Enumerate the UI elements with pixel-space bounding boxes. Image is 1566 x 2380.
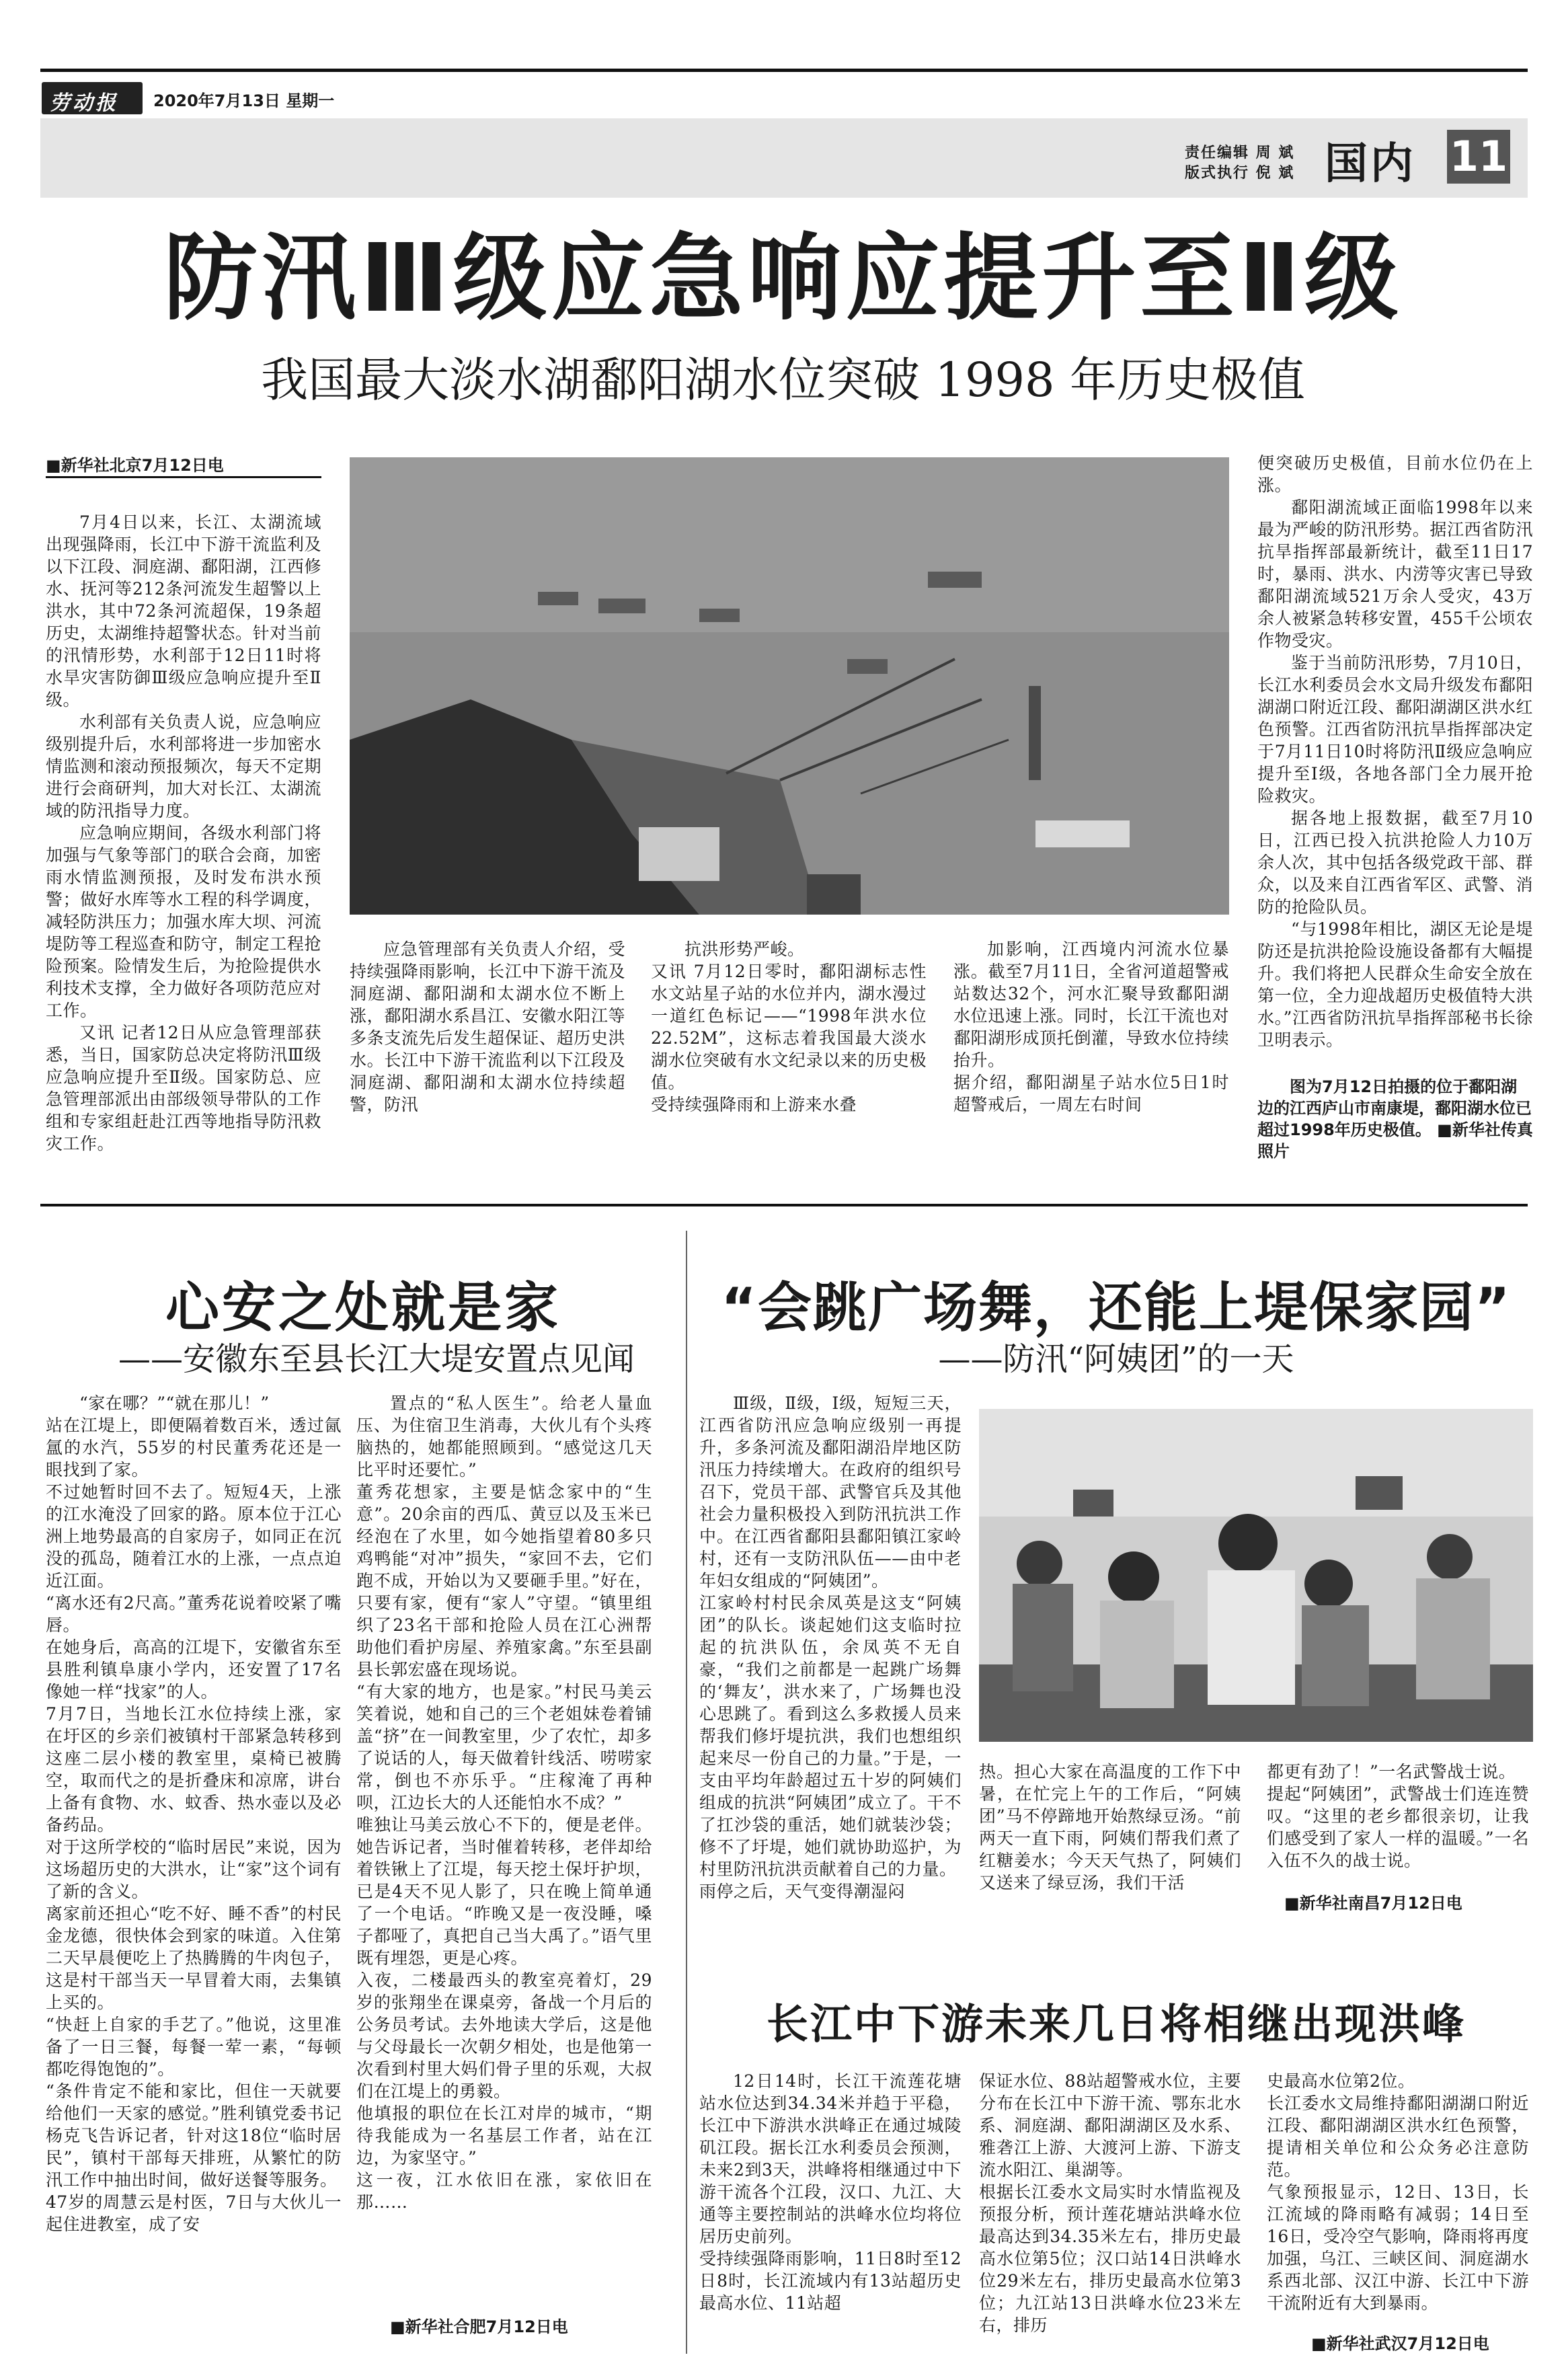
story2-title: 心安之处就是家 [165, 1276, 561, 1339]
lead-paragraph: 据各地上报数据，截至7月10日，江西已投入抗洪抢险人力10万余人次，其中包括各级党政干部、群众，以及来自江西省军区、武警、消防的抢险队员。 [1257, 808, 1533, 917]
lead-left-column [46, 511, 321, 1170]
header-band [40, 118, 1528, 198]
lead-paragraph: 应急响应期间，各级水利部门将加强与气象等部门的联合会商，加密雨水情监测预报，及时发布洪水预警；做好水库等水工程的科学调度，减轻防洪压力；加强水库大坝、河流堤防等工程巡查和防守，制定工程抢险预案。险情发生后，为抢险提供水利技术支撑，全力做好各项防范应对工作。 [46, 823, 321, 1020]
story4-dateline: ■新华社武汉7月12日电 [1311, 2334, 1489, 2353]
top-rule [40, 69, 1528, 72]
lead-paragraph: 鉴于当前防汛形势，7月10日，长江水利委员会水文局升级发布鄱阳湖湖口附近江段、鄱阳湖湖区洪水红色预警。江西省防汛抗旱指挥部决定于7月11日10时将防汛Ⅱ级应急响应提升至Ⅰ级，各地各部门全力展开抢险救灾。 [1257, 653, 1533, 806]
lead-bottom-col1: 应急管理部有关负责人介绍，受持续强降雨影响，长江中下游干流及洞庭湖、鄱阳湖和太湖水位不断上涨，鄱阳湖水系昌江、安徽水阳江等多条支流先后发生超保证、超历史洪水。长江中下游干流监利以下江段及洞庭湖、鄱阳湖和太湖水位持续超警，防汛 [350, 939, 625, 1114]
lead-paragraph: 鄱阳湖流域正面临1998年以来最为严峻的防汛形势。据江西省防汛抗旱指挥部最新统计，截至11日17时，暴雨、洪水、内涝等灾害已导致鄱阳湖流域521万余人受灾，43万余人被紧急转移安置，455千公顷农作物受灾。 [1257, 498, 1533, 650]
dateline-rule [46, 476, 321, 478]
story4-col1: 12日14时，长江干流莲花塘站水位达到34.34米并趋于平稳，长江中下游洪水洪峰正在通过城陵矶江段。据长江水利委员会预测，未来2到3天，洪峰将相继通过中下游干流各个江段，汉口、九江、大通等主要控制站的洪峰水位均将位居历史前列。 受持续强降雨影响，11日8时至12日8时，长江流域内有13站超历史最高水位、11站超 [699, 2071, 962, 2313]
story2-dateline: ■新华社合肥7月12日电 [390, 2317, 568, 2336]
story3-col3: 都更有劲了！”一名武警战士说。 提起“阿姨团”，武警战士们连连赞叹。“这里的老乡都很亲切，让我们感受到了家人一样的温暖。”一名入伍不久的战士说。 [1267, 1762, 1529, 1870]
lead-paragraph: 水利部有关负责人说，应急响应级别提升后，水利部将进一步加密水情监测和滚动预报频次，每天不定期进行会商研判，加大对长江、太湖流域的防汛指导力度。 [46, 712, 321, 820]
lead-dateline: ■新华社北京7月12日电 [46, 456, 224, 475]
aunties-team-illustration [979, 1409, 1533, 1742]
story3-dateline: ■新华社南昌7月12日电 [1284, 1894, 1462, 1913]
masthead-text: 劳动报 [50, 91, 118, 115]
story3-col1: Ⅲ级，Ⅱ级，Ⅰ级，短短三天，江西省防汛应急响应级别一再提升，多条河流及鄱阳湖沿岸地区防汛压力持续增大。在政府的组织号召下，党员干部、武警官兵及其他社会力量积极投入到防汛抗洪工作中。在江西省鄱阳县鄱阳镇江家岭村，还有一支防汛队伍——由中老年妇女组成的“阿姨团”。 江家岭村村民余凤英是这支“阿姨团”的队长。谈起她们这支临时拉起的抗洪队伍，余凤英不无自豪，“我们之前都是一起跳广场舞的‘舞友’，洪水来了，广场舞也没心思跳了。看到这么多救援人员来帮我们修圩堤抗洪，我们也想组织起来尽一份自己的力量。”于是，一支由平均年龄超过五十岁的阿姨们组成的抗洪“阿姨团”成立了。干不了扛沙袋的重活，她们就装沙袋；修不了圩堤，她们就协助巡护，为村里防汛抗洪贡献着自己的力量。 雨停之后，天气变得潮湿闷 [699, 1393, 962, 1901]
story4-title: 长江中下游未来几日将相继出现洪峰 [766, 1999, 1466, 2048]
aunties-team-photo [979, 1409, 1533, 1742]
lead-paragraph: 7月4日以来，长江、太湖流域出现强降雨，长江中下游干流监利及以下江段、洞庭湖、鄱阳湖，江西修水、抚河等212条河流发生超警以上洪水，其中72条河流超保，19条超历史，太湖维持超警状态。针对当前的汛情形势，水利部于12日11时将水旱灾害防御Ⅲ级应急响应提升至Ⅱ级。 [46, 512, 321, 709]
editor-label: 责任编辑 周 斌 [1185, 145, 1295, 161]
lead-paragraph: “与1998年相比，湖区无论是堤防还是抗洪抢险设施设备都有大幅提升。我们将把人民群众生命安全放在第一位，全力迎战超历史极值特大洪水。”江西省防汛抗旱指挥部秘书长徐卫明表示。 [1257, 919, 1533, 1050]
story3-title: “会跳广场舞，还能上堤保家园” [721, 1276, 1512, 1339]
lead-paragraph: 便突破历史极值，目前水位仍在上涨。 [1257, 453, 1533, 495]
lead-paragraph: 又讯 记者12日从应急管理部获悉，当日，国家防总决定将防汛Ⅲ级应急响应提升至Ⅱ级。国家防总、应急管理部派出由部级领导带队的工作组和专家组赶赴江西等地指导防汛救灾工作。 [46, 1023, 321, 1153]
story4-col3: 史最高水位第2位。 长江委水文局维持鄱阳湖湖口附近江段、鄱阳湖湖区洪水红色预警，提请相关单位和公众务必注意防范。 气象预报显示，12日、13日，长江流域的降雨略有减弱；14日至16日，受冷空气影响，降雨将再度加强，乌江、三峡区间、洞庭湖水系西北部、汉江中游、长江中下游干流附近有大到暴雨。 [1267, 2071, 1529, 2313]
lead-bottom-col3: 加影响，江西境内河流水位暴涨。截至7月11日，全省河道超警戒站数达32个，河水汇聚导致鄱阳湖水位迅速上涨。同时，长江干流也对鄱阳湖形成顶托倒灌，导致水位持续抬升。 据介绍，鄱阳湖星子站水位5日1时超警戒后，一周左右时间 [953, 939, 1229, 1114]
lead-title: 防汛Ⅲ级应急响应提升至Ⅱ级 [163, 224, 1403, 334]
masthead-logo [42, 82, 143, 114]
story3-col2: 热。担心大家在高温度的工作下中暑，在忙完上午的工作后，“阿姨团”马不停蹄地开始熬绿豆汤。“前两天一直下雨，阿姨们帮我们煮了红糖姜水；今天天气热了，阿姨们又送来了绿豆汤，我们干活 [979, 1762, 1241, 1892]
vertical-divider [686, 1231, 687, 2354]
lead-bottom-col2: 抗洪形势严峻。 又讯 7月12日零时，鄱阳湖标志性水文站星子站的水位并内，湖水漫过一道红色标记——“1998年洪水位22.52M”，这标志着我国最大淡水湖水位突破有水文纪录以来的历史极值。 受持续强降雨和上游来水叠 [651, 939, 927, 1114]
page-number: 11 [1447, 130, 1510, 184]
layout-label: 版式执行 倪 斌 [1185, 165, 1295, 182]
story2-subtitle: ——安徽东至县长江大堤安置点见闻 [118, 1340, 635, 1378]
section-name: 国内 [1325, 139, 1416, 189]
story3-subtitle: ——防汛“阿姨团”的一天 [938, 1340, 1294, 1378]
story4-col2: 保证水位、88站超警戒水位，主要分布在长江中下游干流、鄂东北水系、洞庭湖、鄱阳湖湖区及水系、雅砻江上游、大渡河上游、下游支流水阳江、巢湖等。 根据长江委水文局实时水情监视及预报分析，预计莲花塘站洪峰水位最高达到34.35米左右，排历史最高水位第5位；汉口站14日洪峰水位29米左右，排历史最高水位第3位；九江站13日洪峰水位23米左右，排历 [979, 2071, 1241, 2335]
story2-col2: 置点的“私人医生”。给老人量血压、为住宿卫生消毒，大伙儿有个头疼脑热的，她都能照顾到。“感觉这几天比平时还要忙。” 董秀花想家，主要是惦念家中的“生意”。20余亩的西瓜、黄豆以及玉米已经泡在了水里，如今她指望着80多只鸡鸭能“对冲”损失，“家回不去，它们跑不成，开始以为又要砸手里。”好在，只要有家，便有“家人”守望。“镇里组织了23名干部和抢险人员在江心洲帮助他们看护房屋、养殖家禽。”东至县副县长郭宏盛在现场说。 “有大家的地方，也是家。”村民马美云笑着说，她和自己的三个老姐妹卷着铺盖“挤”在一间教室里，少了农忙，却多了说话的人，每天做着针线活、唠唠家常，倒也不亦乐乎。“庄稼淹了再种呗，江边长大的人还能怕水不成？” 唯独让马美云放心不下的，便是老伴。她告诉记者，当时催着转移，老伴却给着铁锹上了江堤，每天挖土保圩护坝，已是4天不见人影了，只在晚上简单通了一个电话。“昨晚又是一夜没睡，嗓子都哑了，真把自己当大禹了。”语气里既有埋怨，更是心疼。 入夜，二楼最西头的教室亮着灯，29岁的张翔坐在课桌旁，备战一个月后的公务员考试。去外地读大学后，这是他与父母最长一次朝夕相处，也是他第一次看到村里大妈们骨子里的乐观，大叔们在江堤上的勇毅。 他填报的职位在长江对岸的城市，“期待我能成为一名基层工作者，站在江边，为家坚守。” 这一夜，江水依旧在涨，家依旧在那…… [356, 1393, 652, 2212]
lead-right-column [1257, 452, 1533, 1071]
poyang-lake-illustration [350, 457, 1229, 915]
poyang-lake-photo [350, 457, 1229, 915]
section-divider [40, 1204, 1528, 1206]
story2-col1: “家在哪？”“就在那儿！” 站在江堤上，即便隔着数百米，透过氤氲的水汽，55岁的村民董秀花还是一眼找到了家。 不过她暂时回不去了。短短4天，上涨的江水淹没了回家的路。原本位于江心洲上地势最高的自家房子，如同正在沉没的孤岛，随着江水的上涨，一点点迫近江面。 “离水还有2尺高。”董秀花说着咬紧了嘴唇。 在她身后，高高的江堤下，安徽省东至县胜利镇阜康小学内，还安置了17名像她一样“找家”的人。 7月7日，当地长江水位持续上涨，家在圩区的乡亲们被镇村干部紧急转移到这座二层小楼的教室里，桌椅已被腾空，取而代之的是折叠床和凉席，讲台上备有食物、水、蚊香、热水壶以及必备药品。 对于这所学校的“临时居民”来说，因为这场超历史的大洪水，让“家”这个词有了新的含义。 离家前还担心“吃不好、睡不香”的村民金龙德，很快体会到家的味道。入住第二天早晨便吃上了热腾腾的牛肉包子，这是村干部当天一早冒着大雨，去集镇上买的。 “快赶上自家的手艺了。”他说，这里准备了一日三餐，每餐一荤一素，“每顿都吃得饱饱的”。 “条件肯定不能和家比，但住一天就要给他们一天家的感觉。”胜利镇党委书记杨克飞告诉记者，针对这18位“临时居民”，镇村干部每天排班，从繁忙的防汛工作中抽出时间，做好送餐等服务。 47岁的周慧云是村医，7日与大伙儿一起住进教室，成了安 [46, 1393, 342, 2234]
lead-subtitle: 我国最大淡水湖鄱阳湖水位突破 1998 年历史极值 [261, 352, 1305, 408]
issue-date: 2020年7月13日 星期一 [153, 91, 335, 110]
lead-photo-caption: 图为7月12日拍摄的位于鄱阳湖边的江西庐山市南康堤，鄱阳湖水位已超过1998年历史极值。 ■新华社传真照片 [1257, 1077, 1533, 1161]
